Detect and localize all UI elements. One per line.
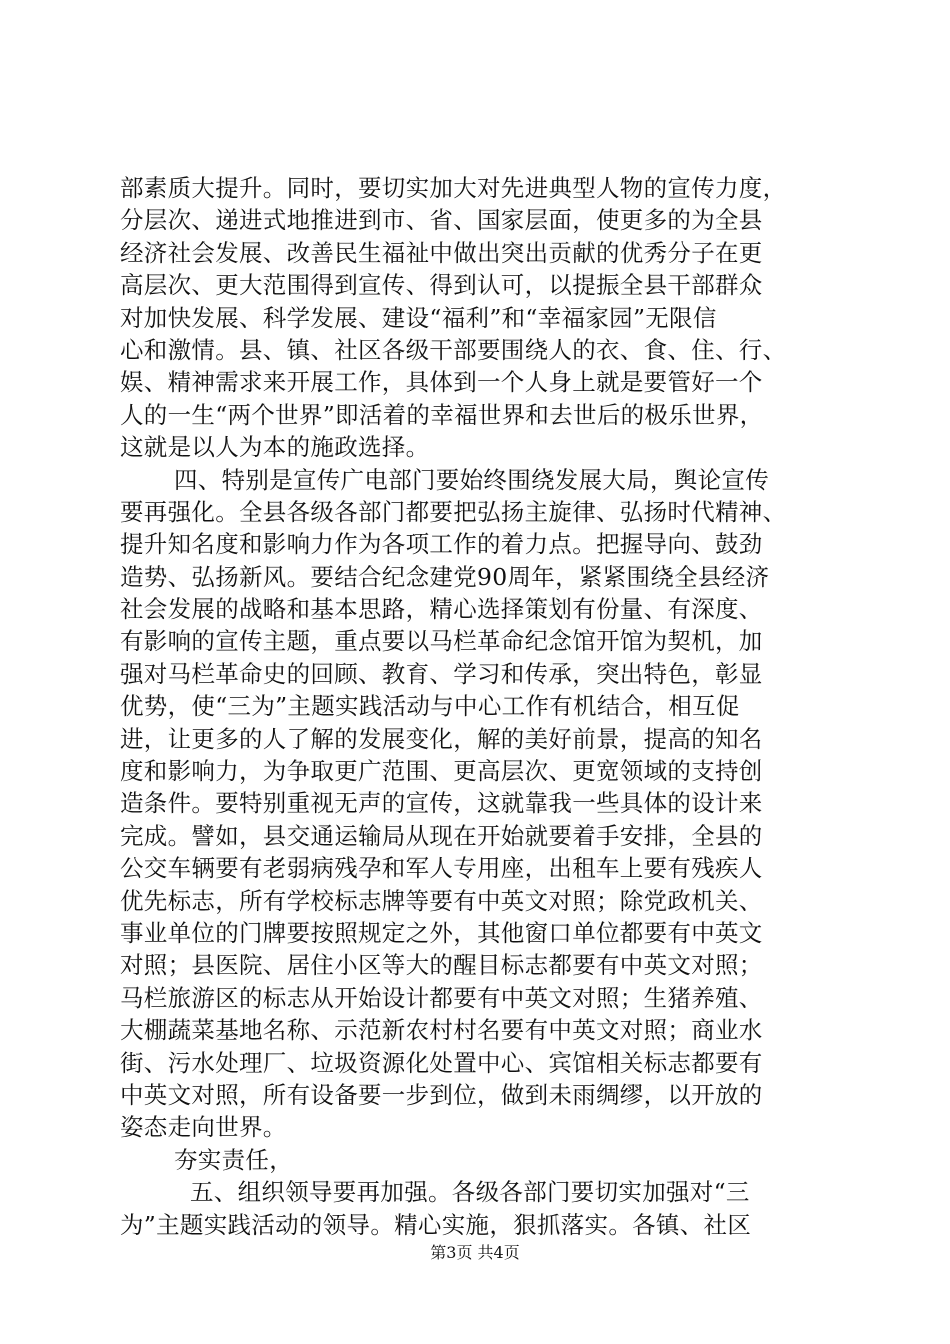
text-line: 娱、精神需求来开展工作，具体到一个人身上就是要管好一个 bbox=[120, 368, 763, 397]
text-line: 心和激情。县、镇、社区各级干部要围绕人的衣、食、住、行、 bbox=[120, 335, 787, 364]
text-line: 人的一生“两个世界”即活着的幸福世界和去世后的极乐世界， bbox=[120, 400, 764, 429]
text-line: 四、特别是宣传广电部门要始终围绕发展大局，舆论宣传 bbox=[174, 465, 769, 494]
text-line: 这就是以人为本的施政选择。 bbox=[120, 433, 430, 462]
text-line: 马栏旅游区的标志从开始设计都要有中英文对照；生猪养殖、 bbox=[120, 983, 763, 1012]
text-line: 优先标志，所有学校标志牌等要有中英文对照；除党政机关、 bbox=[120, 886, 763, 915]
text-line: 公交车辆要有老弱病残孕和军人专用座，出租车上要有残疾人 bbox=[120, 854, 763, 883]
text-line: 有影响的宣传主题，重点要以马栏革命纪念馆开馆为契机，加 bbox=[120, 627, 763, 656]
text-line: 要再强化。全县各级各部门都要把弘扬主旋律、弘扬时代精神、 bbox=[120, 497, 787, 526]
text-line: 造势、弘扬新风。要结合纪念建党90周年，紧紧围绕全县经济 bbox=[120, 562, 770, 591]
text-line: 夯实责任， bbox=[174, 1145, 293, 1174]
text-line: 造条件。要特别重视无声的宣传，这就靠我一些具体的设计来 bbox=[120, 789, 763, 818]
text-line: 提升知名度和影响力作为各项工作的着力点。把握导向、鼓劲 bbox=[120, 530, 763, 559]
text-line: 高层次、更大范围得到宣传、得到认可，以提振全县干部群众 bbox=[120, 271, 763, 300]
text-line: 社会发展的战略和基本思路，精心选择策划有份量、有深度、 bbox=[120, 595, 763, 624]
text-line: 进，让更多的人了解的发展变化，解的美好前景，提高的知名 bbox=[120, 724, 763, 753]
page-footer: 第3页 共4页 bbox=[430, 1243, 520, 1262]
text-line: 部素质大提升。同时，要切实加大对先进典型人物的宣传力度， bbox=[120, 174, 787, 202]
text-line: 中英文对照，所有设备要一步到位，做到未雨绸缪，以开放的 bbox=[120, 1080, 763, 1109]
text-line: 事业单位的门牌要按照规定之外，其他窗口单位都要有中英文 bbox=[120, 918, 763, 947]
text-line: 姿态走向世界。 bbox=[120, 1113, 287, 1142]
text-line: 五、组织领导要再加强。各级各部门要切实加强对“三 bbox=[190, 1178, 750, 1207]
text-line: 大棚蔬菜基地名称、示范新农村村名要有中英文对照；商业水 bbox=[120, 1016, 763, 1045]
document-body bbox=[120, 172, 840, 1241]
text-line: 优势，使“三为”主题实践活动与中心工作有机结合，相互促 bbox=[120, 692, 740, 721]
text-line: 度和影响力，为争取更广范围、更高层次、更宽领域的支持创 bbox=[120, 757, 763, 786]
text-line: 经济社会发展、改善民生福祉中做出突出贡献的优秀分子在更 bbox=[120, 238, 763, 267]
text-line: 对照；县医院、居住小区等大的醒目标志都要有中英文对照； bbox=[120, 951, 763, 980]
text-line: 街、污水处理厂、垃圾资源化处置中心、宾馆相关标志都要有 bbox=[120, 1048, 763, 1077]
text-line: 为”主题实践活动的领导。精心实施，狠抓落实。各镇、社区 bbox=[120, 1210, 752, 1239]
text-line: 对加快发展、科学发展、建设“福利”和“幸福家园”无限信 bbox=[120, 303, 717, 332]
text-line: 强对马栏革命史的回顾、教育、学习和传承，突出特色，彰显 bbox=[120, 659, 763, 688]
text-line: 完成。譬如，县交通运输局从现在开始就要着手安排，全县的 bbox=[120, 821, 763, 850]
text-line: 分层次、递进式地推进到市、省、国家层面，使更多的为全县 bbox=[120, 206, 763, 235]
